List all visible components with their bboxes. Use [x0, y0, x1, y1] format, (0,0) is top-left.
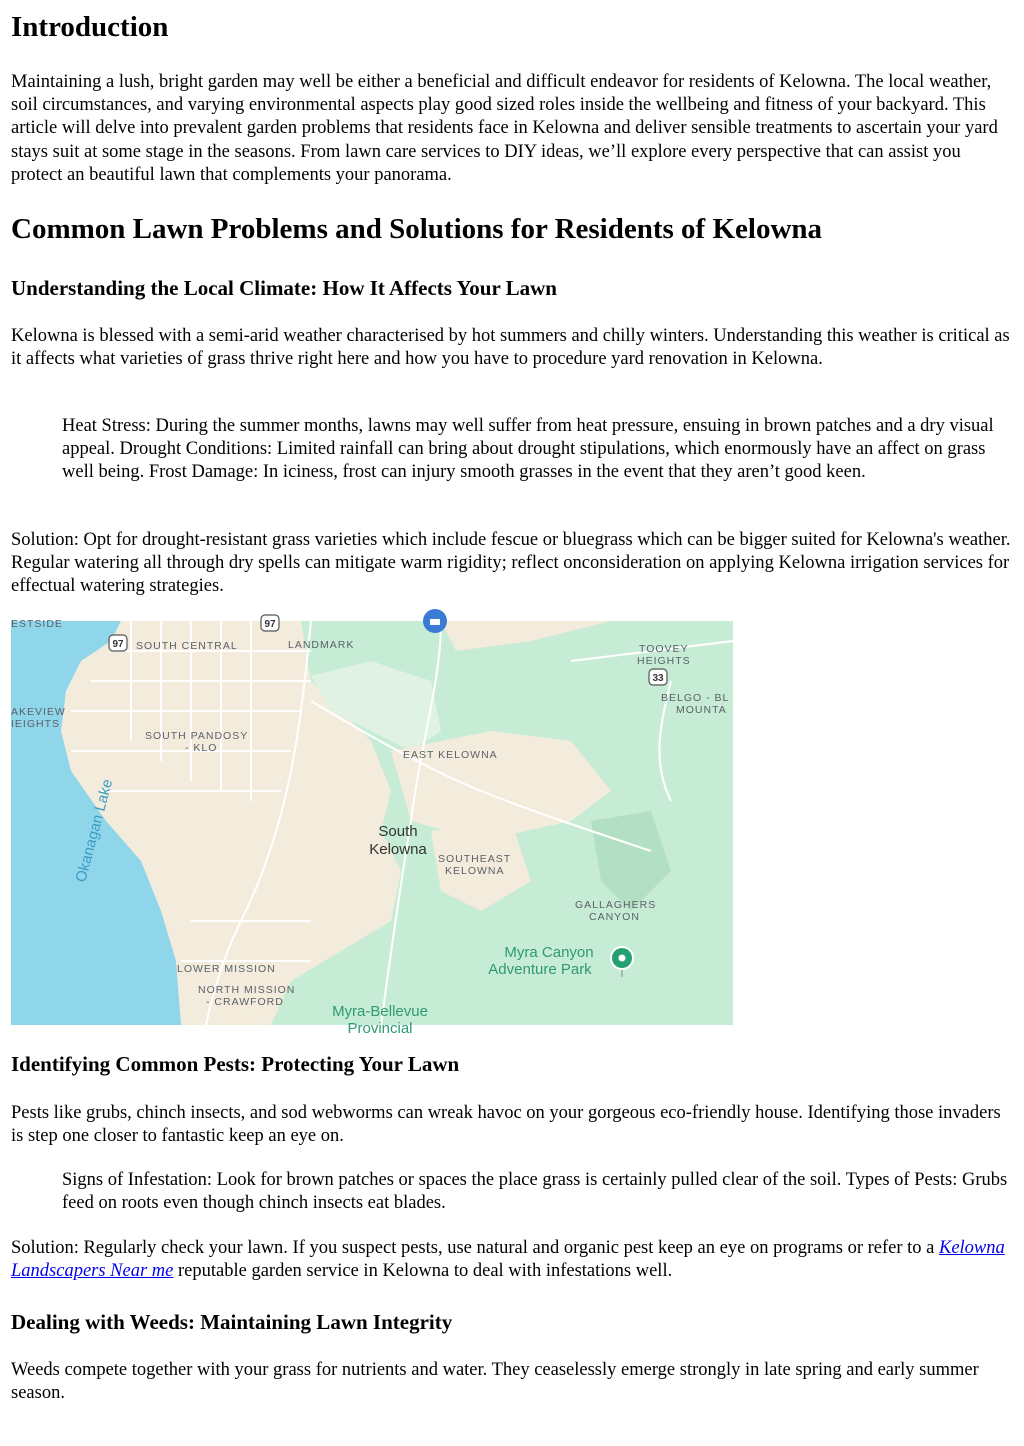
intro-heading: Introduction [11, 11, 169, 43]
landscapers-link[interactable]: Kelowna Landscapers Near me [11, 1238, 1005, 1282]
climate-list: Heat Stress: During the summer months, lawns may well suffer from heat pressure, ensuing in brown patches and a dry visual appeal. Drought Conditions: Limited rainfall can bring about drought stipulations, which enormously have an affect on grass well being. Frost Damage: In iciness, frost can injury smooth grasses in the event that they aren’t good keen. [62, 416, 994, 483]
pests-list: Signs of Infestation: Look for brown patches or spaces the place grass is certainly pulled clear of the soil. Types of Pests: Grubs feed on roots even though chinch insects eat blades. [62, 1170, 1008, 1214]
map-label: IEIGHTS [11, 718, 61, 730]
climate-solution: Solution: Opt for drought-resistant grass varieties which include fescue or bluegrass which can be bigger suited for Kelowna's weather. Regular watering all through dry spells can mitigate warm rigidity; reflect onconsideration on applying Kelowna irrigation services for effectual watering strategies. [11, 530, 1011, 597]
map-label: KELOWNA [445, 865, 505, 877]
pests-solution [11, 1237, 1011, 1283]
park-label: Myra-Bellevue [332, 1003, 428, 1020]
hwy-97-label: 97 [112, 639, 124, 650]
highway-97b-shield [261, 615, 279, 631]
pests-heading: Identifying Common Pests: Protecting Your Lawn [11, 1052, 460, 1076]
city-label: Kelowna [369, 841, 427, 858]
map-label: ESTSIDE [11, 618, 63, 630]
highway-33-shield [649, 669, 667, 685]
city-label: South [378, 823, 418, 840]
intro-paragraph: Maintaining a lush, bright garden may well be either a beneficial and difficult endeavor for residents of Kelowna. The local weather, soil circumstances, and varying environmental aspects play good sized roles inside the wellbeing and fitness of your backyard. This article will delve into prevalent garden problems that residents face in Kelowna and deliver sensible treatments to ascertain your yard stays suit at some stage in the seasons. From lawn care services to DIY ideas, we’ll explore every perspective that can assist you protect an beautiful lawn that complements your panorama. [11, 72, 998, 185]
map-label: - CRAWFORD [206, 996, 284, 1008]
map-label: EAST KELOWNA [403, 749, 498, 761]
park-label: Adventure Park [488, 961, 592, 978]
map-label: TOOVEY [639, 643, 689, 655]
weeds-heading: Dealing with Weeds: Maintaining Lawn Integrity [11, 1310, 453, 1334]
climate-heading: Understanding the Local Climate: How It Affects Your Lawn [11, 276, 557, 300]
map-label: AKEVIEW [11, 706, 66, 718]
map-label: LOWER MISSION [177, 963, 276, 975]
map-label: HEIGHTS [637, 655, 691, 667]
map-top-pin [423, 609, 447, 633]
map-graphic [11, 618, 733, 1037]
map-label: LANDMARK [288, 639, 355, 651]
map-label: BELGO - BL [661, 692, 730, 704]
map-label: MOUNTA [676, 704, 727, 716]
map-label: - KLO [185, 742, 218, 754]
map-label: NORTH MISSION [198, 984, 296, 996]
pests-solution-before: Solution: Regularly check your lawn. If you suspect pests, use natural and organic pest keep an eye on programs or refer to a [11, 1238, 939, 1258]
park-label: Myra Canyon [504, 944, 594, 961]
pests-paragraph: Pests like grubs, chinch insects, and sod webworms can wreak havoc on your gorgeous eco-friendly house. Identifying those invaders is step one closer to fantastic keep an eye on. [11, 1103, 1001, 1147]
map-label: GALLAGHERS [575, 899, 657, 911]
map-label: CANYON [589, 911, 640, 923]
hwy-97b-label: 97 [264, 619, 276, 630]
weeds-paragraph: Weeds compete together with your grass for nutrients and water. They ceaselessly emerge strongly in late spring and early summer season. [11, 1360, 979, 1404]
hwy-33-label: 33 [652, 673, 664, 684]
highway-97-shield [109, 635, 127, 651]
map-label: SOUTH PANDOSY [145, 730, 249, 742]
map-label: SOUTH CENTRAL [136, 640, 238, 652]
map-label: SOUTHEAST [438, 853, 512, 865]
lake-label: Okanagan Lake [72, 777, 117, 885]
kelowna-map [11, 618, 733, 1037]
climate-paragraph: Kelowna is blessed with a semi-arid weather characterised by hot summers and chilly winters. Understanding this weather is critical as it affects what varieties of grass thrive right here and how you have to procedure yard renovation in Kelowna. [11, 326, 1010, 370]
main-heading: Common Lawn Problems and Solutions for Residents of Kelowna [11, 213, 823, 245]
pests-solution-after: reputable garden service in Kelowna to deal with infestations well. [173, 1261, 673, 1282]
park-label: Provincial [347, 1020, 413, 1037]
